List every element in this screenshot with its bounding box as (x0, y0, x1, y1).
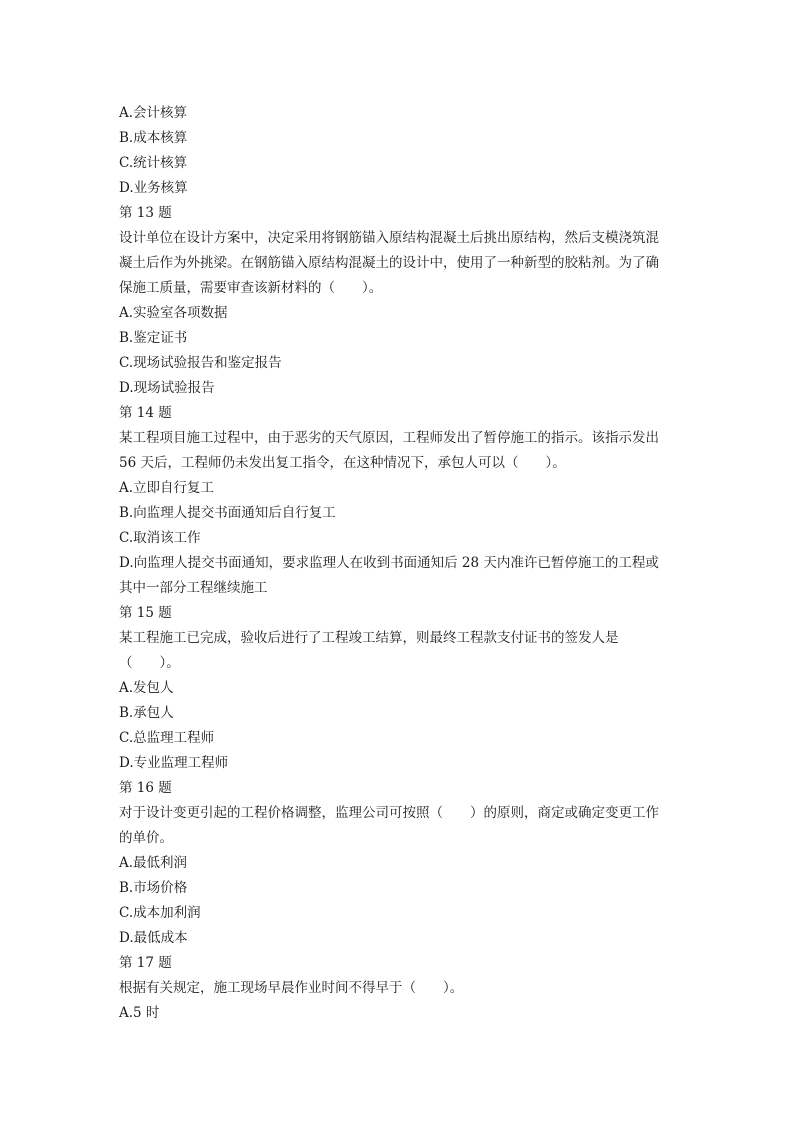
option-c: C.成本加利润 (119, 905, 201, 921)
option-b: B.向监理人提交书面通知后自行复工 (119, 505, 336, 521)
option-d: D.专业监理工程师 (119, 755, 229, 771)
question-heading: 第 15 题 (119, 605, 172, 621)
question-13 (119, 201, 679, 401)
question-heading: 第 17 题 (119, 955, 172, 971)
question-15 (119, 601, 679, 776)
question-stem-line: 某工程施工已完成，验收后进行了工程竣工结算，则最终工程款支付证书的签发人是 (119, 630, 619, 646)
option-a: A.立即自行复工 (119, 480, 215, 496)
option-c: C.总监理工程师 (119, 730, 215, 746)
option-a: A.5 时 (119, 1005, 160, 1021)
option-a: A.发包人 (119, 680, 174, 696)
question-12-options (119, 101, 679, 201)
option-b: B.承包人 (119, 705, 174, 721)
option-d: D.最低成本 (119, 930, 188, 946)
option-a: A.会计核算 (119, 105, 188, 121)
document-page (119, 101, 679, 1026)
option-a: A.最低利润 (119, 855, 188, 871)
option-d: D.现场试验报告 (119, 380, 215, 396)
option-d: D.业务核算 (119, 180, 188, 196)
option-d-continued: 其中一部分工程继续施工 (119, 580, 268, 596)
question-heading: 第 16 题 (119, 780, 172, 796)
option-c: C.现场试验报告和鉴定报告 (119, 355, 282, 371)
question-stem-line: 凝土后作为外挑梁。在钢筋锚入原结构混凝土的设计中，使用了一种新型的胶粘剂。为了确 (119, 255, 659, 271)
option-d: D.向监理人提交书面通知，要求监理人在收到书面通知后 28 天内准许已暂停施工的工程或 (119, 555, 659, 571)
question-stem-line: 56 天后，工程师仍未发出复工指令，在这种情况下，承包人可以（ ）。 (119, 455, 566, 471)
question-stem-line: 对于设计变更引起的工程价格调整，监理公司可按照（ ）的原则，商定或确定变更工作 (119, 805, 659, 821)
question-stem-line: 保施工质量，需要审查该新材料的（ ）。 (119, 280, 383, 296)
option-b: B.鉴定证书 (119, 330, 188, 346)
question-stem-line: （ ）。 (119, 655, 180, 671)
option-c: C.统计核算 (119, 155, 188, 171)
question-14 (119, 401, 679, 601)
question-heading: 第 14 题 (119, 405, 172, 421)
question-heading: 第 13 题 (119, 205, 172, 221)
option-c: C.取消该工作 (119, 530, 201, 546)
question-stem-line: 设计单位在设计方案中，决定采用将钢筋锚入原结构混凝土后挑出原结构，然后支模浇筑混 (119, 230, 659, 246)
question-stem-line: 的单价。 (119, 830, 173, 846)
option-b: B.成本核算 (119, 130, 188, 146)
question-stem-line: 根据有关规定，施工现场早晨作业时间不得早于（ ）。 (119, 980, 464, 996)
option-b: B.市场价格 (119, 880, 188, 896)
question-stem-line: 某工程项目施工过程中，由于恶劣的天气原因，工程师发出了暂停施工的指示。该指示发出 (119, 430, 659, 446)
question-17 (119, 951, 679, 1026)
question-16 (119, 776, 679, 951)
option-a: A.实验室各项数据 (119, 305, 228, 321)
